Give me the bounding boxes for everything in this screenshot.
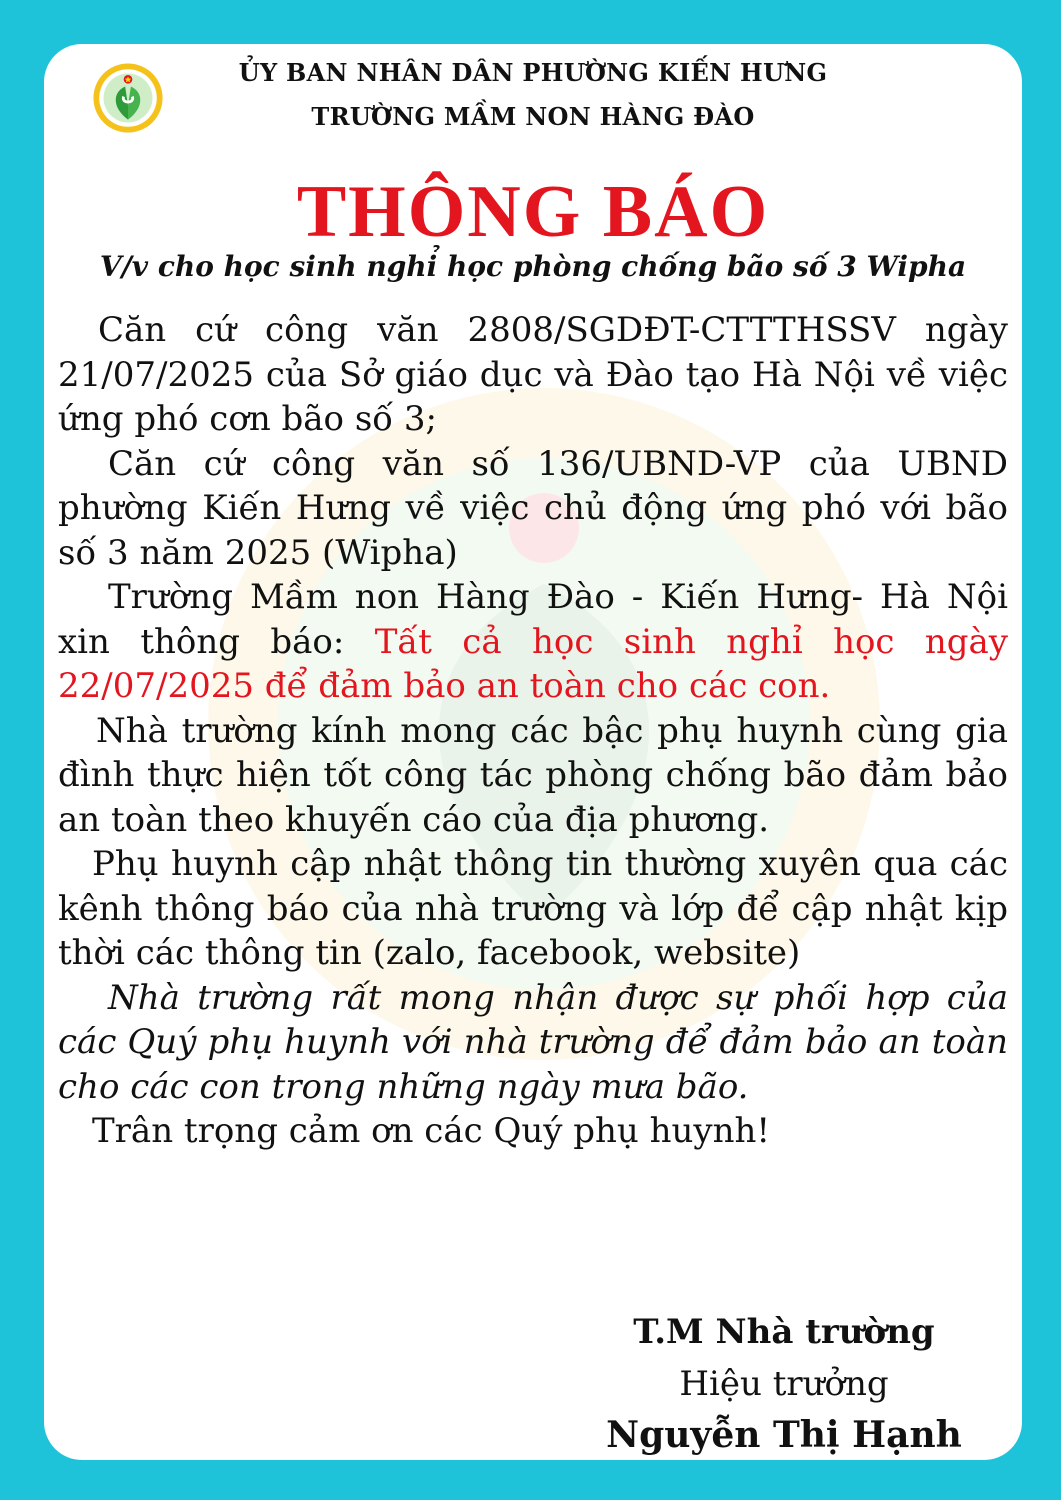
paragraph-thanks: Trân trọng cảm ơn các Quý phụ huynh! [92,1111,771,1151]
paragraph-update-info: Phụ huynh cập nhật thông tin thường xuyên qua các kênh thông báo của nhà trường và lớp để cập nhật kịp thời các thông tin (zalo, facebook, website) [58,844,1008,973]
announcement-highlight: Tất cả học sinh nghỉ học ngày 22/07/2025 để đảm bảo an toàn cho các con. [58,621,1008,706]
signature-name: Nguyễn Thị Hạnh [606,1414,962,1456]
paragraph-announcement [58,575,1008,709]
notice-subject: V/v cho học sinh nghỉ học phòng chống bão số 3 Wipha [99,250,967,283]
paragraph-request: Nhà trường kính mong các bậc phụ huynh cùng gia đình thực hiện tốt công tác phòng chống bão đảm bảo an toàn theo khuyến cáo của địa phương. [58,710,1008,840]
paragraph-basis-2: Căn cứ công văn số 136/UBND-VP của UBND phường Kiến Hưng về việc chủ động ứng phó với bão số 3 năm 2025 (Wipha) [58,443,1008,573]
authority-name: ỦY BAN NHÂN DÂN PHƯỜNG KIẾN HƯNG [238,58,828,87]
paragraph-basis-1: Căn cứ công văn 2808/SGDĐT-CTTTHSSV ngày 21/07/2025 của Sở giáo dục và Đào tạo Hà Nội về việc ứng phó cơn bão số 3; [58,310,1008,439]
signature-position: Hiệu trưởng [679,1364,889,1404]
notice-page [44,44,1022,1460]
notice-title: THÔNG BÁO [296,171,770,253]
notice-body [58,308,1008,1154]
signature-on-behalf: T.M Nhà trường [633,1312,935,1352]
announcement-lead: Trường Mầm non Hàng Đào - Kiến Hưng- Hà Nội xin thông báo: [58,577,1008,662]
paragraph-cooperation: Nhà trường rất mong nhận được sự phối hợp của các Quý phụ huynh với nhà trường để đảm bảo an toàn cho các con trong những ngày mưa bão. [58,977,1008,1107]
school-name: TRƯỜNG MẦM NON HÀNG ĐÀO [311,102,755,131]
